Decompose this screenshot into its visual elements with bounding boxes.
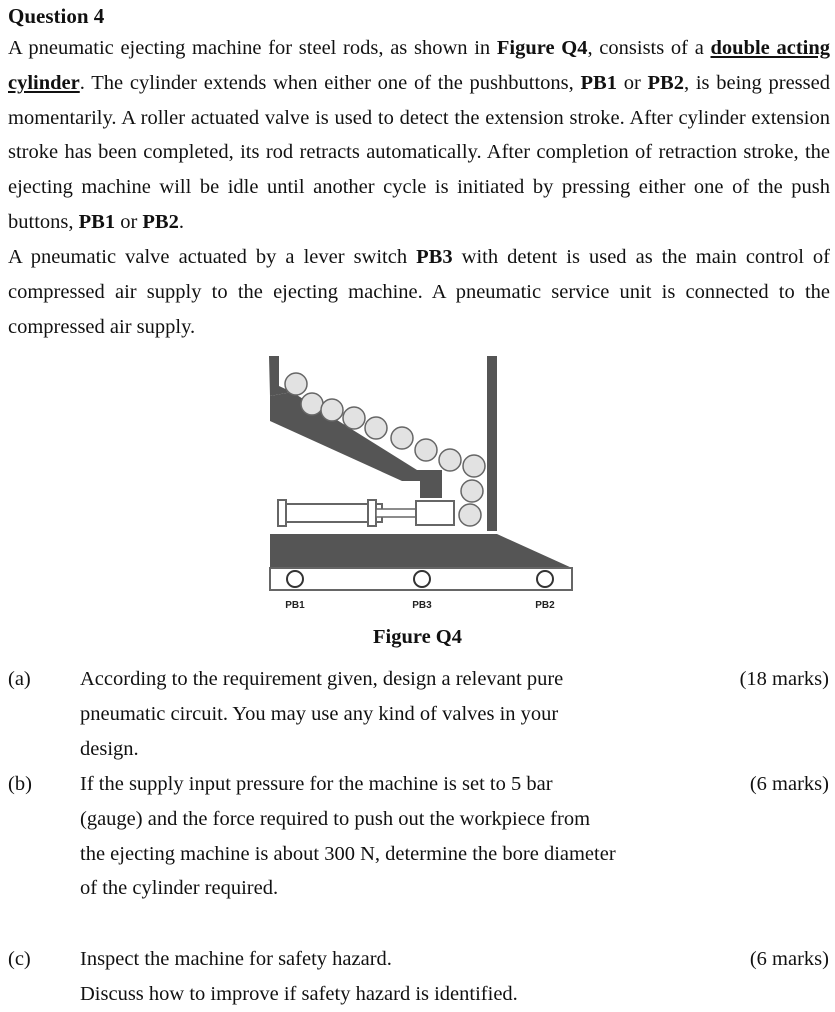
text: or bbox=[616, 71, 648, 94]
pb3-lever-icon bbox=[414, 571, 430, 587]
rod bbox=[321, 399, 343, 421]
pb2-label: PB2 bbox=[535, 600, 555, 611]
pb1-ref: PB1 bbox=[580, 71, 617, 94]
text: with detent is used as the main control of compressed air supply to the ejecting machine. A pneumatic service unit is connected to the compressed air supply. bbox=[8, 246, 831, 338]
text: or bbox=[115, 210, 143, 233]
machine-diagram bbox=[262, 346, 582, 618]
text: A pneumatic valve actuated by a lever switch bbox=[8, 246, 417, 268]
text: . The cylinder extends when either one of the pushbuttons, bbox=[79, 71, 581, 94]
pb1-label: PB1 bbox=[285, 600, 305, 611]
rod bbox=[285, 373, 307, 395]
pb2-ref: PB2 bbox=[142, 210, 179, 233]
figure-caption: Figure Q4 bbox=[372, 626, 463, 648]
line: If the supply input pressure for the machine is set to 5 bar bbox=[80, 773, 553, 795]
rod bbox=[391, 427, 413, 449]
rod bbox=[461, 480, 483, 502]
rod bbox=[301, 393, 323, 415]
question-c-marks: (6 marks) bbox=[749, 948, 829, 970]
rod bbox=[459, 504, 481, 526]
pb1-button-icon bbox=[287, 571, 303, 587]
pb3-label: PB3 bbox=[412, 600, 432, 611]
line: design. bbox=[80, 737, 139, 760]
question-c-text bbox=[80, 942, 700, 1012]
question-a-text bbox=[80, 662, 700, 766]
figure-ref: Figure Q4 bbox=[496, 37, 588, 59]
double-acting-cylinder-term: double acting cylinder bbox=[8, 37, 830, 94]
question-b-text bbox=[80, 767, 700, 906]
hopper-right-wall bbox=[487, 356, 497, 531]
text: A pneumatic ejecting machine for steel rods, as shown in bbox=[8, 37, 497, 59]
line: According to the requirement given, design a relevant pure bbox=[80, 668, 564, 690]
pusher-block bbox=[416, 501, 454, 525]
rod bbox=[415, 439, 437, 461]
text: , consists of a bbox=[587, 37, 711, 59]
cylinder-head-cap bbox=[368, 500, 376, 526]
rod bbox=[463, 455, 485, 477]
question-a-label: (a) bbox=[8, 668, 31, 690]
rod bbox=[365, 417, 387, 439]
line: Inspect the machine for safety hazard. bbox=[80, 948, 392, 970]
rod bbox=[439, 449, 461, 471]
line: the ejecting machine is about 300 N, determine the bore diameter bbox=[80, 842, 616, 865]
pb2-button-icon bbox=[537, 571, 553, 587]
piston-rod bbox=[376, 509, 416, 517]
question-b-label: (b) bbox=[8, 773, 32, 795]
ejecting-machine-figure bbox=[262, 346, 582, 618]
question-c-label: (c) bbox=[8, 948, 31, 970]
cylinder-end-cap bbox=[278, 500, 286, 526]
machine-base bbox=[270, 534, 572, 568]
intro-paragraph bbox=[8, 31, 830, 240]
question-a-marks: (18 marks) bbox=[739, 668, 829, 690]
line: (gauge) and the force required to push out the workpiece from bbox=[80, 807, 591, 830]
pb1-ref: PB1 bbox=[78, 210, 116, 233]
pb3-ref: PB3 bbox=[416, 246, 453, 268]
question-b-marks: (6 marks) bbox=[749, 773, 829, 795]
question-heading: Question 4 bbox=[8, 4, 105, 28]
rod bbox=[343, 407, 365, 429]
line: pneumatic circuit. You may use any kind of valves in your bbox=[80, 702, 559, 725]
text: . bbox=[178, 210, 184, 233]
line: Discuss how to improve if safety hazard is identified. bbox=[80, 982, 518, 1005]
pb2-ref: PB2 bbox=[647, 71, 684, 94]
text: , is being pressed momentarily. A roller actuated valve is used to detect the extension stroke. After cylinder extension stroke has been completed, its rod retracts automatically. After completion of retraction stroke, the ejecting machine will be idle until another cycle is initiated by pressing either one of the push buttons, bbox=[8, 71, 830, 233]
line: of the cylinder required. bbox=[80, 877, 279, 900]
control-paragraph bbox=[8, 240, 830, 344]
